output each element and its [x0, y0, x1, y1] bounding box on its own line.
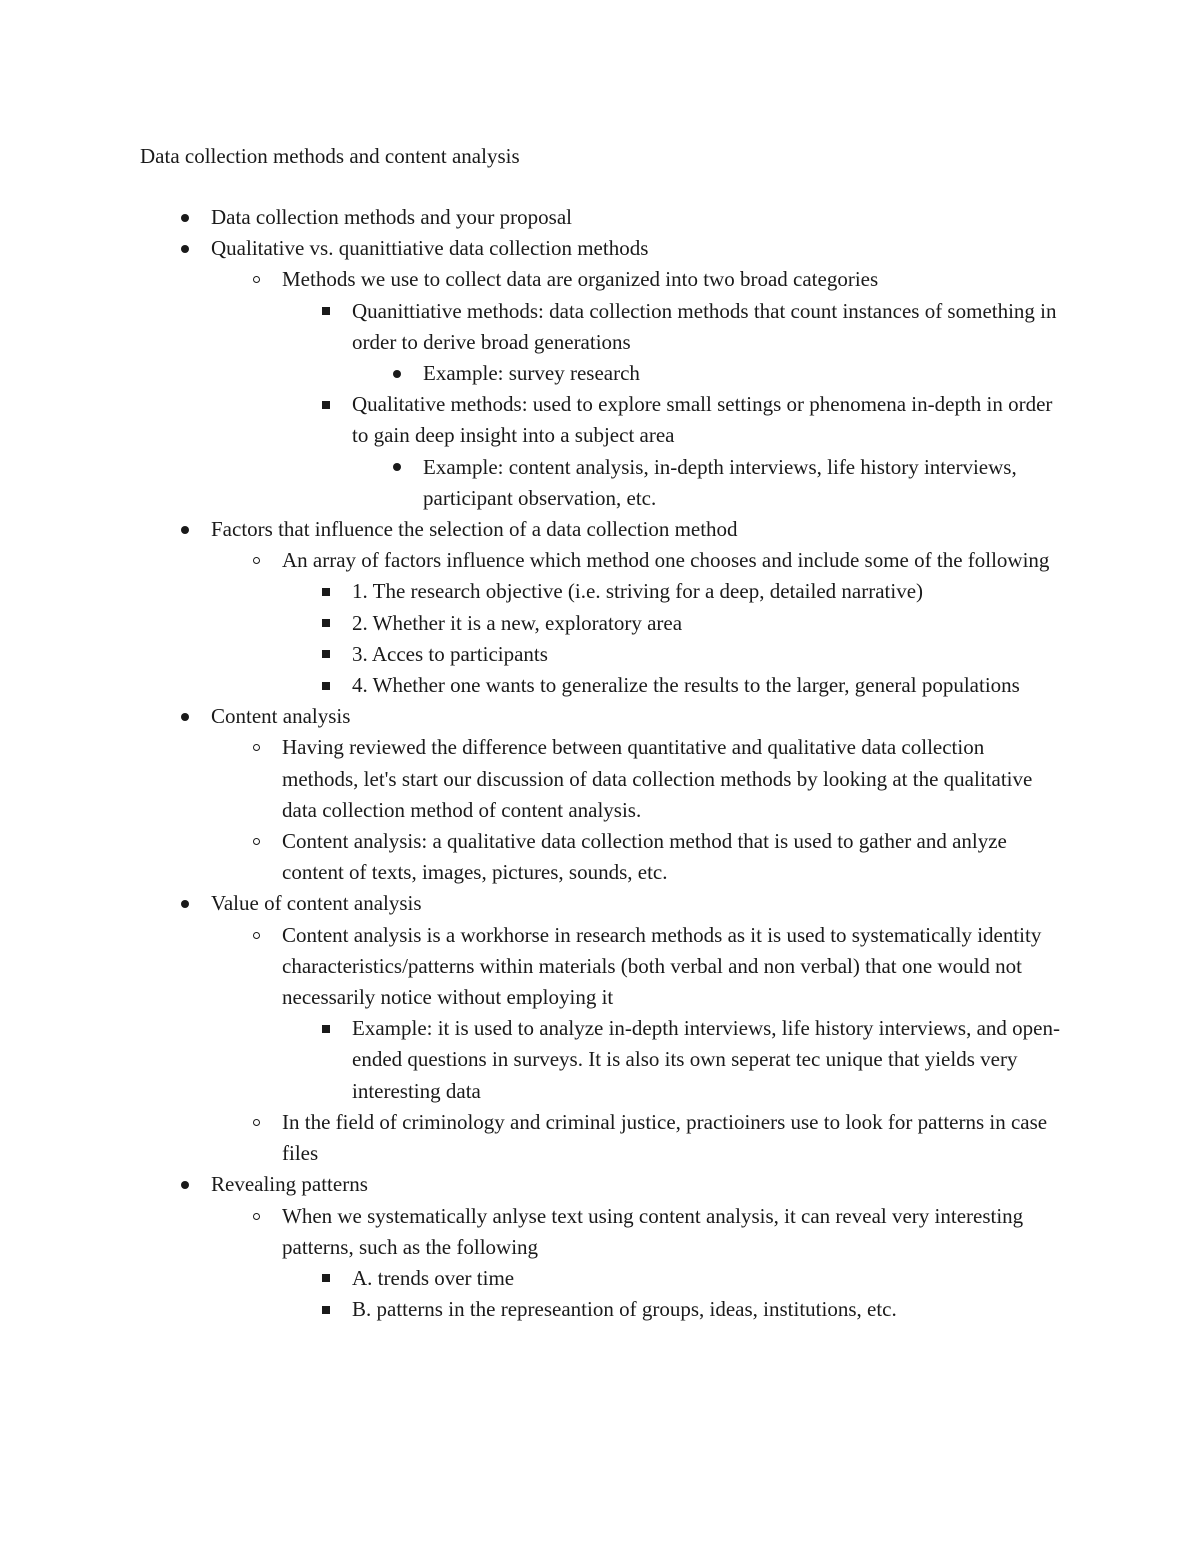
list-item-text: Qualitative methods: used to explore small settings or phenomena in-depth in order to gain deep insight into a subject area [352, 392, 1053, 448]
list-item [0, 233, 1061, 264]
list-item [0, 576, 1062, 607]
document-title: Data collection methods and content analysis [140, 144, 520, 168]
filled-square-bullet-icon [319, 296, 333, 327]
filled-circle-bullet-icon [178, 701, 192, 732]
list-item-text: 3. Acces to participants [352, 641, 548, 666]
filled-square-bullet-icon [319, 389, 333, 420]
list-item-text: When we systematically anlyse text using content analysis, it can reveal very interesting patterns, such as the following [282, 1203, 1024, 1259]
list-item-text: Revealing patterns [211, 1172, 368, 1197]
list-item [0, 920, 1061, 1014]
list-item [0, 732, 1061, 826]
list-item [0, 701, 1061, 732]
bullet-list [0, 202, 1200, 1325]
list-item-text: Factors that influence the selection of a data collection method [211, 517, 738, 542]
filled-square-bullet-icon [319, 576, 333, 607]
filled-square-bullet-icon [319, 1013, 333, 1044]
list-item [0, 452, 1063, 514]
filled-circle-bullet-icon [178, 202, 192, 233]
filled-square-bullet-icon [319, 608, 333, 639]
list-item [0, 826, 1061, 888]
hollow-circle-bullet-icon [249, 545, 263, 576]
filled-circle-bullet-icon [178, 888, 192, 919]
filled-circle-bullet-icon [390, 452, 404, 483]
hollow-circle-bullet-icon [249, 264, 263, 295]
list-item-text: Content analysis: a qualitative data collection method that is used to gather and anlyze content of texts, images, pictures, sounds, etc. [282, 829, 1007, 885]
list-item-text: 1. The research objective (i.e. striving for a deep, detailed narrative) [352, 579, 924, 604]
list-item-text: Having reviewed the difference between quantitative and qualitative data collection methods, let's start our discussion of data collection methods by looking at the qualitative data collection method of content analysis. [282, 735, 1033, 822]
filled-circle-bullet-icon [178, 233, 192, 264]
list-item [0, 1169, 1061, 1200]
list-item [0, 670, 1062, 701]
list-item [0, 888, 1061, 919]
list-item-text: Qualitative vs. quanittiative data collection methods [211, 236, 649, 261]
list-item [0, 1263, 1062, 1294]
hollow-circle-bullet-icon [249, 826, 263, 857]
list-item-text: A. trends over time [352, 1265, 515, 1290]
list-item [0, 514, 1061, 545]
list-item [0, 202, 1061, 233]
hollow-circle-bullet-icon [249, 732, 263, 763]
list-item-text: Quanittiative methods: data collection methods that count instances of something in order to derive broad generations [352, 298, 1057, 354]
list-item-text: Content analysis [211, 704, 351, 729]
list-item [0, 545, 1061, 576]
filled-square-bullet-icon [319, 1263, 333, 1294]
list-item [0, 1201, 1061, 1263]
list-item-text: 4. Whether one wants to generalize the results to the larger, general populations [352, 673, 1020, 698]
list-item [0, 639, 1062, 670]
list-item-text: Methods we use to collect data are organized into two broad categories [282, 267, 879, 292]
filled-square-bullet-icon [319, 670, 333, 701]
list-item [0, 389, 1062, 451]
list-item [0, 264, 1061, 295]
filled-square-bullet-icon [319, 1294, 333, 1325]
filled-circle-bullet-icon [178, 514, 192, 545]
list-item [0, 608, 1062, 639]
filled-square-bullet-icon [319, 639, 333, 670]
hollow-circle-bullet-icon [249, 920, 263, 951]
list-item-text: An array of factors influence which method one chooses and include some of the following [282, 548, 1050, 573]
list-item-text: Example: it is used to analyze in-depth interviews, life history interviews, and open-ended questions in surveys. It is also its own seperat tec unique that yields very interesting data [352, 1016, 1060, 1103]
list-item-text: Data collection methods and your proposal [211, 205, 572, 229]
list-item [0, 1294, 1062, 1325]
list-item [0, 358, 1063, 389]
list-item [0, 296, 1062, 358]
list-item-text: B. patterns in the represeantion of groups, ideas, institutions, etc. [352, 1297, 897, 1322]
filled-circle-bullet-icon [178, 1169, 192, 1200]
list-item-text: In the field of criminology and criminal justice, practioiners use to look for patterns in case files [282, 1109, 1048, 1166]
list-item-text: Value of content analysis [211, 891, 422, 916]
list-item-text: 2. Whether it is a new, exploratory area [352, 610, 683, 635]
list-item-text: Example: survey research [423, 361, 640, 386]
list-item [0, 1013, 1062, 1107]
list-item-text: Example: content analysis, in-depth interviews, life history interviews, participant observation, etc. [423, 454, 1017, 510]
hollow-circle-bullet-icon [249, 1201, 263, 1232]
hollow-circle-bullet-icon [249, 1107, 263, 1138]
list-item-text: Content analysis is a workhorse in research methods as it is used to systematically identity characteristics/patterns within materials (both verbal and non verbal) that one would not necessarily notice without employing it [282, 922, 1042, 1010]
list-item [0, 1107, 1061, 1169]
filled-circle-bullet-icon [390, 358, 404, 389]
